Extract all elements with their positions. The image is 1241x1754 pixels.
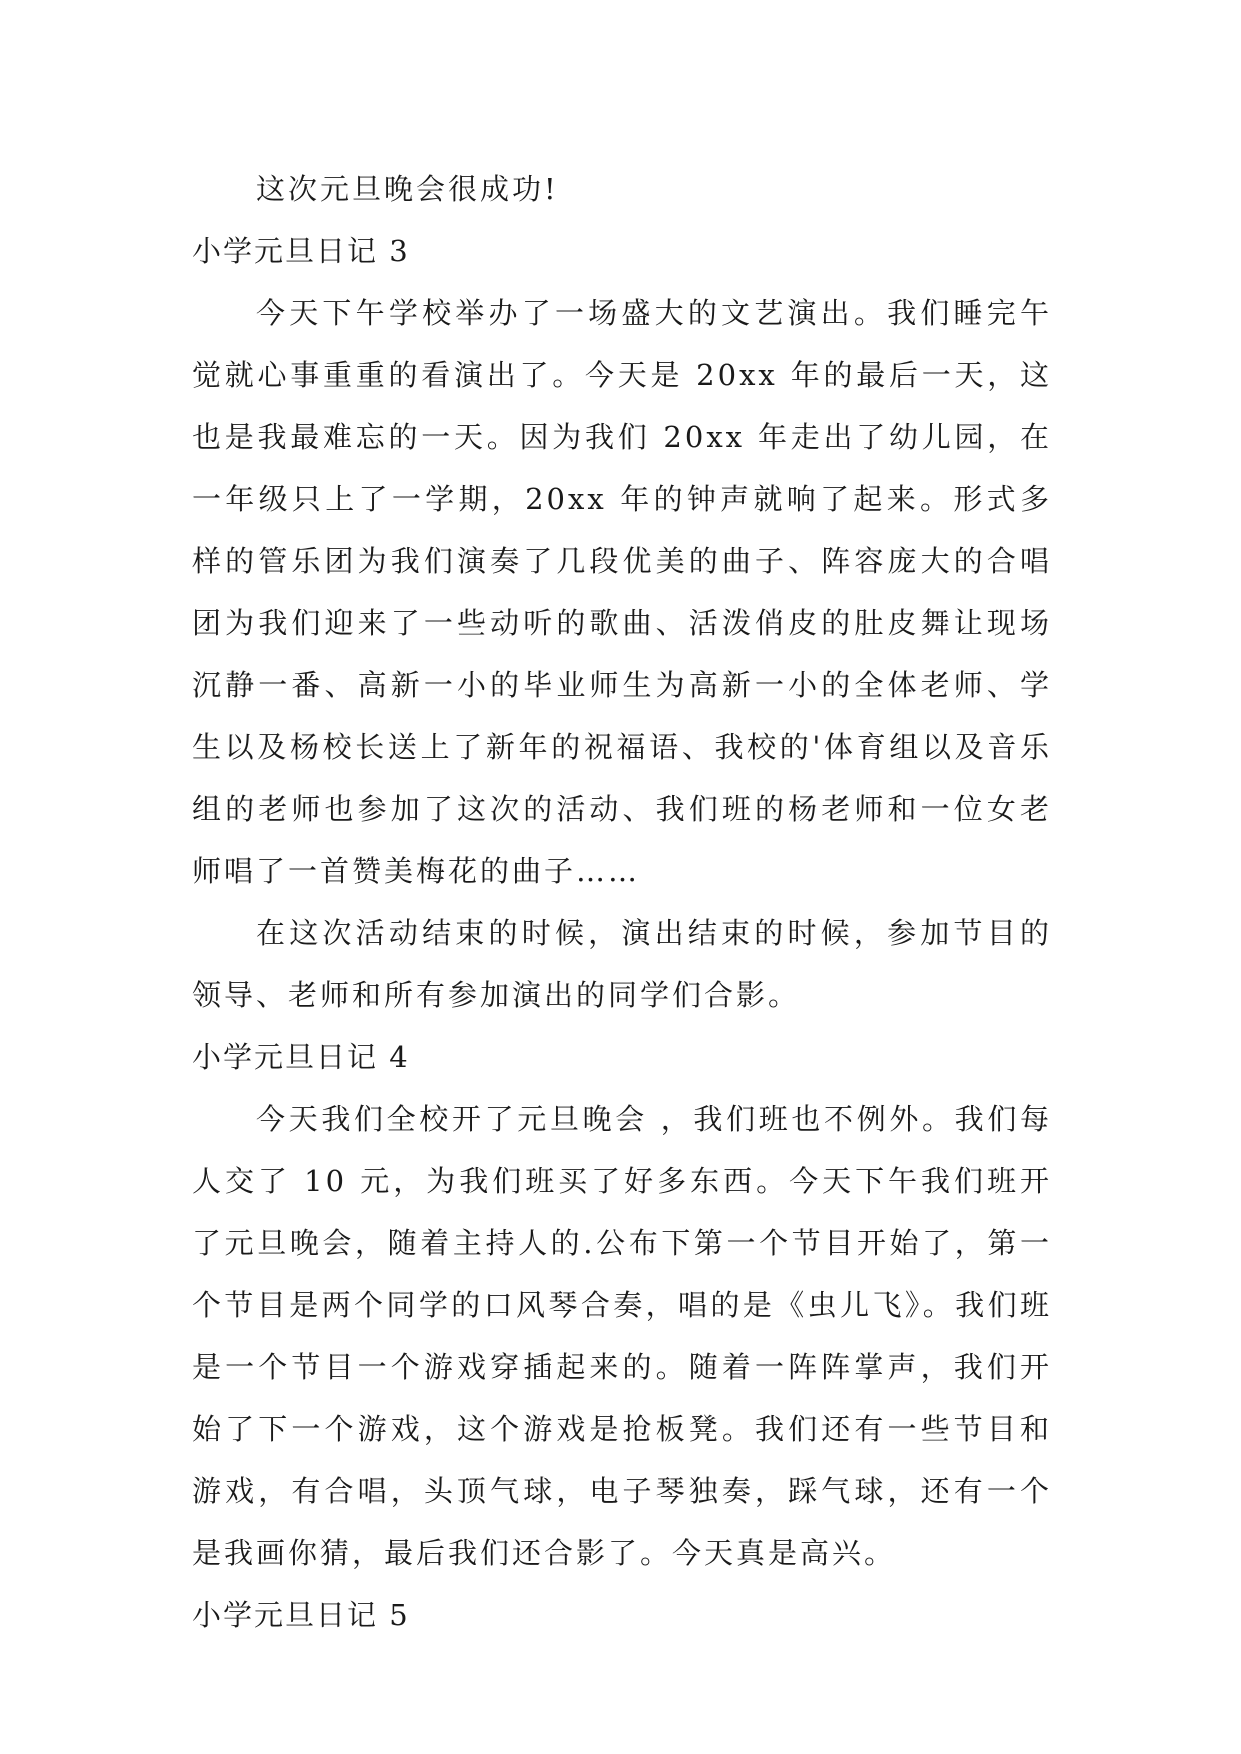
- section-heading-diary-4: 小学元旦日记 4: [192, 1040, 410, 1074]
- diary-4-paragraph-1: 今天我们全校开了元旦晚会 ，我们班也不例外。我们每人交了 10 元，为我们班买了好多东西。今天下午我们班开了元旦晚会，随着主持人的.公布下第一个节目开始了，第一个节目是两个同学的口风琴合奏，唱的是《虫儿飞》。我们班是一个节目一个游戏穿插起来的。随着一阵阵掌声，我们开始了下一个游戏，这个游戏是抢板凳。我们还有一些节目和游戏，有合唱，头顶气球，电子琴独奏，踩气球，还有一个是我画你猜，最后我们还合影了。今天真是高兴。: [192, 1102, 1052, 1570]
- closing-paragraph: 这次元旦晚会很成功!: [256, 172, 559, 206]
- diary-3-paragraph-2: 在这次活动结束的时候，演出结束的时候，参加节目的领导、老师和所有参加演出的同学们合影。: [192, 916, 1052, 1012]
- section-heading-diary-5: 小学元旦日记 5: [192, 1598, 410, 1632]
- section-heading-diary-3: 小学元旦日记 3: [192, 234, 410, 268]
- document-body: [192, 158, 1052, 1646]
- diary-3-paragraph-1: 今天下午学校举办了一场盛大的文艺演出。我们睡完午觉就心事重重的看演出了。今天是 20xx 年的最后一天，这也是我最难忘的一天。因为我们 20xx 年走出了幼儿园，在一年级只上了一学期，20xx 年的钟声就响了起来。形式多样的管乐团为我们演奏了几段优美的曲子、阵容庞大的合唱团为我们迎来了一些动听的歌曲、活泼俏皮的肚皮舞让现场沉静一番、高新一小的毕业师生为高新一小的全体老师、学生以及杨校长送上了新年的祝福语、我校的'体育组以及音乐组的老师也参加了这次的活动、我们班的杨老师和一位女老师唱了一首赞美梅花的曲子……: [192, 296, 1052, 888]
